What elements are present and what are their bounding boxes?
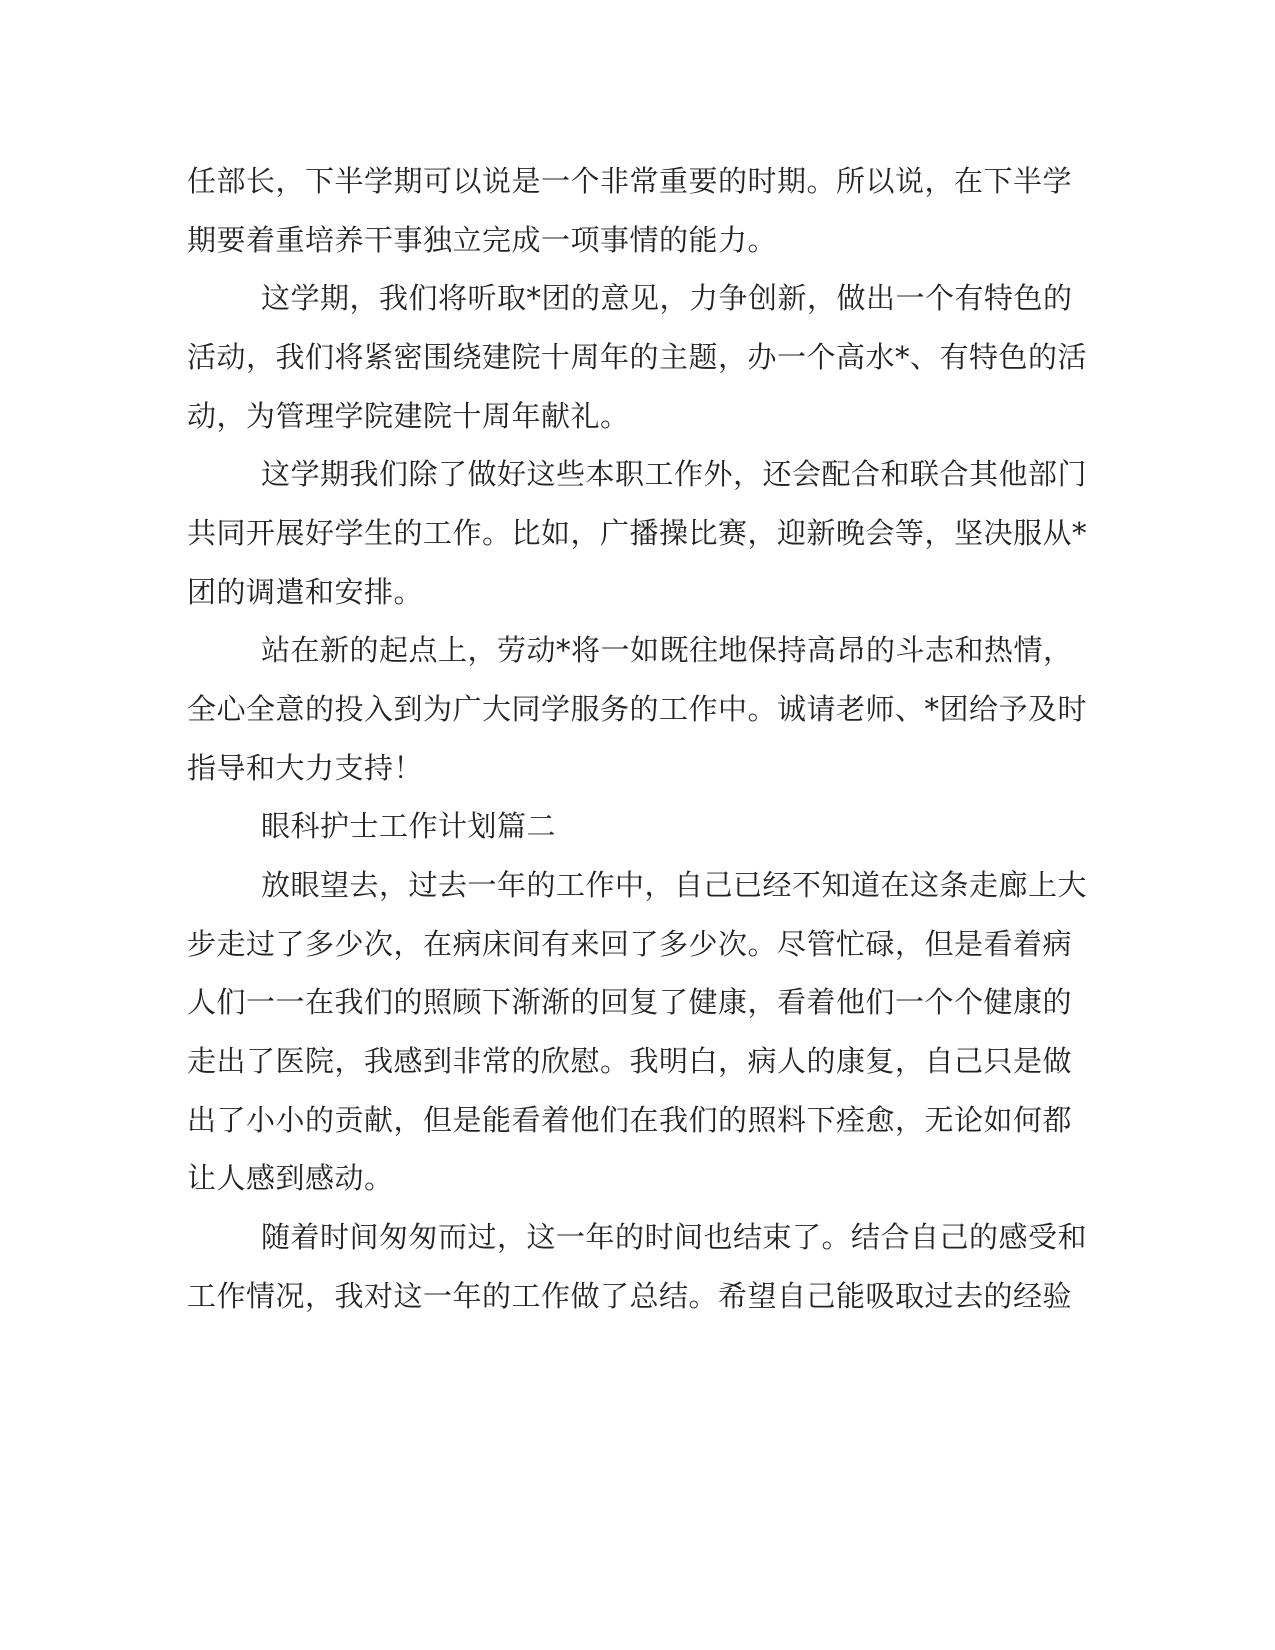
text-line: 让人感到感动。 [187,1161,394,1195]
paragraph-start: 站在新的起点上，劳动*将一如既往地保持高昂的斗志和热情， [261,633,1073,667]
paragraph-start: 随着时间匆匆而过，这一年的时间也结束了。结合自己的感受和 [261,1220,1088,1254]
text-line: 期要着重培养干事独立完成一项事情的能力。 [187,223,778,257]
text-line: 团的调遣和安排。 [187,575,424,609]
paragraph-start: 放眼望去，过去一年的工作中，自己已经不知道在这条走廊上大 [261,868,1088,902]
text-line: 工作情况，我对这一年的工作做了总结。希望自己能吸取过去的经验 [187,1279,1073,1313]
text-line: 动，为管理学院建院十周年献礼。 [187,399,630,433]
text-line: 人们一一在我们的照顾下渐渐的回复了健康，看着他们一个个健康的 [187,985,1073,1019]
paragraph-start: 这学期，我们将听取*团的意见，力争创新，做出一个有特色的 [261,281,1073,315]
text-line: 共同开展好学生的工作。比如，广播操比赛，迎新晚会等，坚决服从* [187,516,1088,550]
text-line: 出了小小的贡献，但是能看着他们在我们的照料下痊愈，无论如何都 [187,1103,1073,1137]
text-line: 步走过了多少次，在病床间有来回了多少次。尽管忙碌，但是看着病 [187,927,1073,961]
text-line: 活动，我们将紧密围绕建院十周年的主题，办一个高水*、有特色的活 [187,340,1088,374]
section-heading: 眼科护士工作计划篇二 [261,809,557,843]
paragraph-start: 这学期我们除了做好这些本职工作外，还会配合和联合其他部门 [261,457,1088,491]
text-line: 任部长，下半学期可以说是一个非常重要的时期。所以说，在下半学 [187,164,1073,198]
text-line: 全心全意的投入到为广大同学服务的工作中。诚请老师、*团给予及时 [187,692,1088,726]
text-line: 指导和大力支持！ [187,751,424,785]
text-line: 走出了医院，我感到非常的欣慰。我明白，病人的康复，自己只是做 [187,1044,1073,1078]
